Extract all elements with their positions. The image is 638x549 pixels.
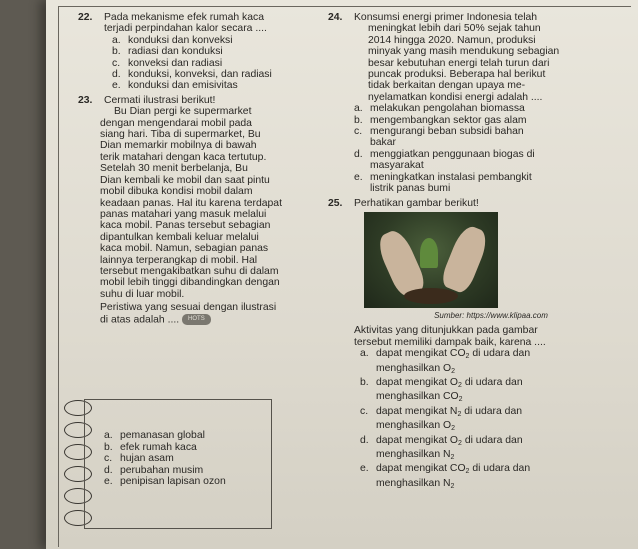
illustration-story: Bu Dian pergi ke supermarket dengan mengendarai mobil pada siang hari. Tiba di supermarket, Bu Dian memarkir mobilnya di bawah terik matahari dengan kaca tertutup. Setelah 30 menit berbelanja, Bu Dian kembali ke mobil dan saat pintu mobil dibuka kondisi mobil dalam keadaan panas. Hal itu karena terdapat panas matahari yang masuk melalui kaca mobil. Panas tersebut sebagian dipantulkan kembali keluar melalui kaca mobil. Namun, sebagian panas lainnya terperangkap di mobil. Hal tersebut mengakibatkan suhu di dalam mobil lebih tinggi dibandingkan dengan suhu di luar mobil. bbox=[100, 106, 282, 300]
question-intro: Cermati ilustrasi berikut! bbox=[104, 94, 216, 106]
stem-line: Perhatikan gambar berikut! bbox=[354, 197, 479, 209]
option-e[interactable]: e. konduksi dan emisivitas bbox=[112, 80, 238, 92]
option-a[interactable]: a. konduksi dan konveksi bbox=[112, 34, 233, 46]
left-column bbox=[78, 12, 318, 325]
question-22 bbox=[78, 12, 318, 92]
option-c[interactable]: c. mengurangi beban subsidi bahan bakar bbox=[354, 126, 524, 149]
option-d[interactable]: d. menggiatkan penggunaan biogas di masyarakat bbox=[354, 148, 535, 172]
stem-line: Pada mekanisme efek rumah kaca bbox=[104, 12, 264, 23]
option-d[interactable]: d. perubahan musim bbox=[104, 464, 204, 476]
option-a[interactable]: a. melakukan pengolahan biomassa bbox=[354, 103, 525, 115]
question-24: 24. Konsumsi energi primer Indonesia telah meningkat lebih dari 50% sejak tahun 2014 hingga 2020. Namun, produksi minyak yang masih mendukung sebagian besar kebutuhan energi telah turun dari puncak produksi. Beberapa hal berikut tidak berkaitan dengan upaya me- nyelamatkan kondisi energi adalah .... a. melakukan pengolahan biomassa b. mengembangkan sektor gas alam c. mengurangi beban subsidi bahan bakar d. menggiatkan penggunaan biogas di masyarakat e. meningkatkan instalasi pembangkit listrik panas bumi bbox=[328, 12, 628, 195]
option-e[interactable]: e. meningkatkan instalasi pembangkit listrik panas bumi bbox=[354, 171, 532, 195]
question-number: 24. bbox=[328, 12, 343, 23]
question-23 bbox=[78, 95, 318, 106]
option-a[interactable]: a. dapat mengikat $CO_2$ di udara dan menghasilkan $O_2$ bbox=[360, 348, 531, 375]
option-e[interactable]: e. dapat mengikat $CO_2$ di udara dan menghasilkan $N_2$ bbox=[360, 463, 531, 490]
image-source: Sumber: https://www.klipaa.com bbox=[434, 310, 548, 320]
question-number: 25. bbox=[328, 197, 343, 209]
option-b[interactable]: b. mengembangkan sektor gas alam bbox=[354, 114, 527, 126]
q23-options bbox=[104, 430, 226, 488]
option-d[interactable]: d. dapat mengikat $O_2$ di udara dan menghasilkan $N_2$ bbox=[360, 434, 523, 461]
question-number: 23. bbox=[78, 94, 93, 106]
stem-line: terjadi perpindahan kalor secara .... bbox=[104, 23, 267, 35]
question-25: 25. Perhatikan gambar berikut! Sumber: https://www.klipaa.com Aktivitas yang ditunjukkan pada gambar tersebut memiliki dampak baik, karena .... a. dapat mengikat $CO_2$ di udara dan menghasilkan $O_2$ b. dapat mengikat $O_2$ di udara dan menghasilkan $CO_2$ c. dapat mengikat $N_2$ di udara dan menghasilkan $O_2$ d. dapat mengikat $O_2$ di udara dan menghasilkan $N_2$ e. dapat mengikat $CO_2$ di udara dan menghasilkan $N_2$ bbox=[328, 198, 628, 493]
option-b[interactable]: b. efek rumah kaca bbox=[104, 441, 197, 453]
option-c[interactable]: c. konveksi dan radiasi bbox=[112, 57, 223, 69]
option-c[interactable]: c. dapat mengikat $N_2$ di udara dan menghasilkan $O_2$ bbox=[360, 405, 523, 433]
right-column bbox=[328, 12, 628, 492]
option-e[interactable]: e. penipisan lapisan ozon bbox=[104, 476, 226, 488]
seedling-icon bbox=[420, 238, 438, 268]
soil-icon bbox=[404, 288, 458, 304]
question-text: di atas adalah .... bbox=[100, 314, 180, 326]
hots-badge: HOTS bbox=[182, 314, 211, 325]
question-number: 22. bbox=[78, 12, 93, 23]
option-a[interactable]: a. pemanasan global bbox=[104, 430, 205, 441]
option-c[interactable]: c. hujan asam bbox=[104, 453, 174, 465]
option-d[interactable]: d. konduksi, konveksi, dan radiasi bbox=[112, 69, 272, 81]
question-text: Peristiwa yang sesuai dengan ilustrasi bbox=[100, 302, 277, 314]
hands-planting-photo bbox=[364, 212, 498, 308]
option-b[interactable]: b. dapat mengikat $O_2$ di udara dan menghasilkan $CO_2$ bbox=[360, 376, 523, 404]
option-b[interactable]: b. radiasi dan konduksi bbox=[112, 46, 223, 58]
